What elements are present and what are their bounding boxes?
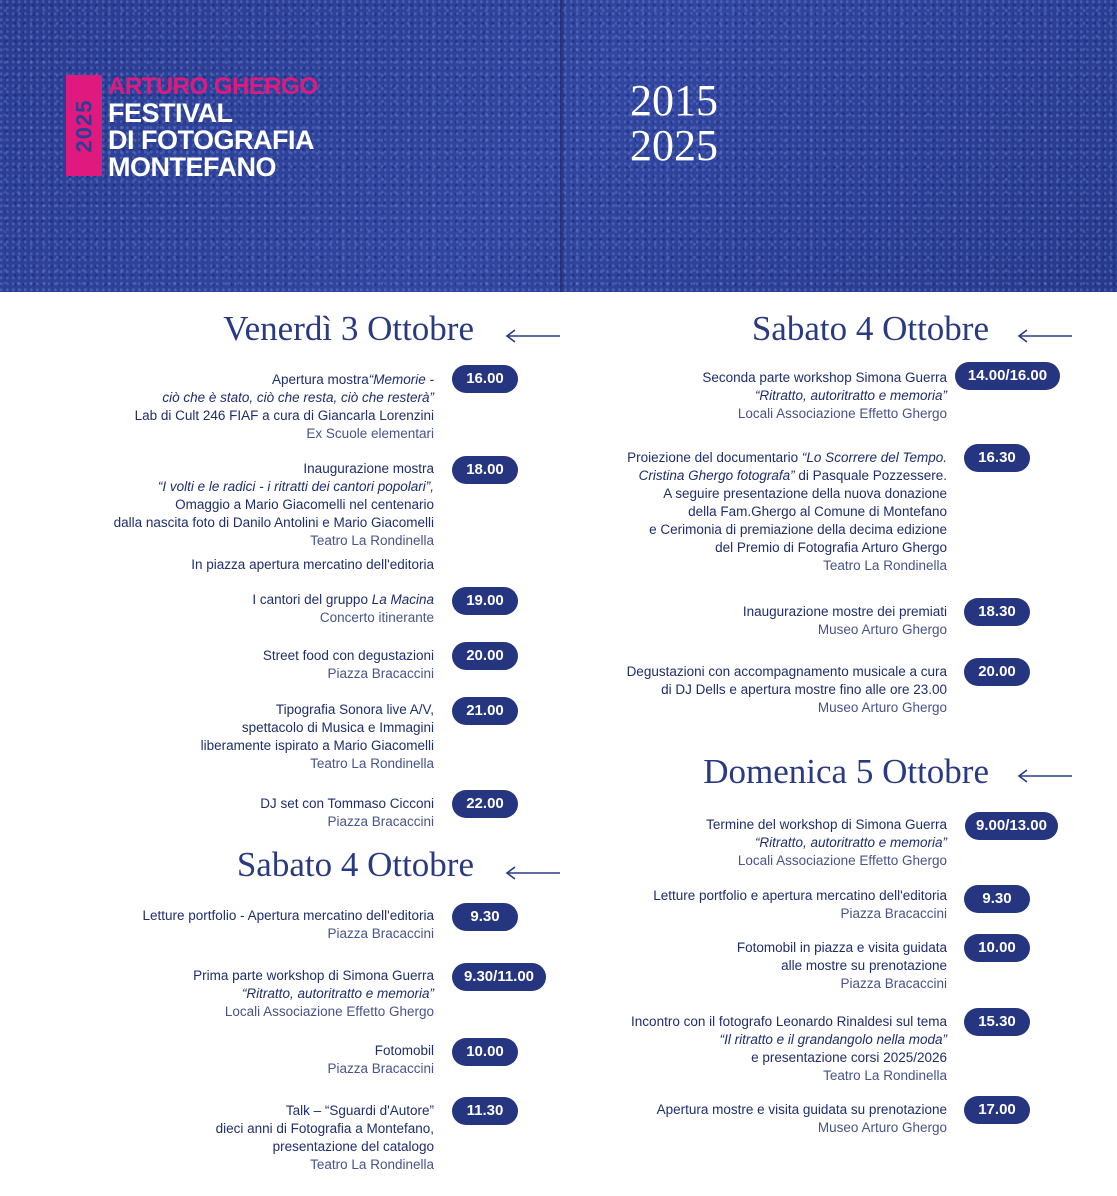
time-badge: 21.00: [452, 697, 518, 725]
day-heading-friday: Venerdì 3 Ottobre: [223, 309, 474, 348]
left-arrow-icon: [1017, 769, 1073, 783]
logo-festival: FESTIVAL: [108, 98, 233, 128]
festival-logo: [108, 74, 318, 181]
event-friday-7: DJ set con Tommaso Cicconi Piazza Bracaccini: [260, 796, 434, 829]
time-badge: 20.00: [452, 642, 518, 670]
event-sunday-2: Letture portfolio e apertura mercatino dell'editoria Piazza Bracaccini: [653, 888, 947, 921]
event-sunday-3: Fotomobil in piazza e visita guidata alle mostre su prenotazione Piazza Bracaccini: [736, 940, 947, 991]
time-badge: 9.30: [452, 903, 518, 931]
left-arrow-icon: [505, 866, 561, 880]
event-saturday-right-4: Degustazioni con accompagnamento musicale a cura di DJ Dells e apertura mostre fino alle ore 23.00 Museo Arturo Ghergo: [626, 664, 947, 715]
event-friday-5: Street food con degustazioni Piazza Bracaccini: [262, 648, 434, 681]
time-badge: 9.30: [964, 885, 1030, 913]
event-saturday-right-3: Inaugurazione mostre dei premiati Museo Arturo Ghergo: [742, 604, 947, 637]
logo-vertical-text: 2025: [71, 99, 97, 152]
day-heading-saturday-right: Sabato 4 Ottobre: [751, 309, 989, 348]
event-friday-6: Tipografia Sonora live A/V, spettacolo di Musica e Immagini liberamente ispirato a Mario Giacomelli Teatro La Rondinella: [200, 702, 434, 771]
year-from: 2015: [630, 76, 718, 125]
logo-vertical-year: [66, 75, 102, 176]
logo-name: ARTURO GHERGO: [108, 73, 318, 100]
event-saturday-left-3: Fotomobil Piazza Bracaccini: [327, 1043, 434, 1076]
time-badge: 11.30: [452, 1097, 518, 1125]
event-sunday-5: Apertura mostre e visita guidata su prenotazione Museo Arturo Ghergo: [656, 1102, 947, 1135]
time-badge: 9.30/11.00: [452, 963, 546, 991]
time-badge: 16.30: [964, 444, 1030, 472]
time-badge: 15.30: [964, 1008, 1030, 1036]
day-heading-saturday-left: Sabato 4 Ottobre: [236, 845, 474, 884]
event-sunday-4: Incontro con il fotografo Leonardo Rinaldesi sul tema “Il ritratto e il grandangolo nella moda” e presentazione corsi 2025/2026 Teatro La Rondinella: [631, 1014, 947, 1083]
edition-years: [630, 78, 718, 168]
banner-fold: [560, 0, 566, 292]
time-badge: 16.00: [452, 365, 518, 393]
day-heading-sunday: Domenica 5 Ottobre: [703, 752, 989, 791]
time-badge: 22.00: [452, 790, 518, 818]
event-saturday-right-2: Proiezione del documentario “Lo Scorrere del Tempo. Cristina Ghergo fotografa” di Pasquale Pozzessere. A seguire presentazione della nuova donazione della Fam.Ghergo al Comune di Montefano e Cerimonia di premiazione della decima edizione del Premio di Fotografia Arturo Ghergo Teatro La Rondinella: [627, 450, 947, 573]
time-badge: 17.00: [964, 1096, 1030, 1124]
time-badge: 10.00: [452, 1038, 518, 1066]
event-saturday-left-2: Prima parte workshop di Simona Guerra “Ritratto, autoritratto e memoria” Locali Associazione Effetto Ghergo: [193, 968, 434, 1019]
event-friday-3: In piazza apertura mercatino dell'editoria: [191, 557, 434, 572]
event-sunday-1: Termine del workshop di Simona Guerra “Ritratto, autoritratto e memoria” Locali Associazione Effetto Ghergo: [706, 817, 947, 868]
logo-fotografia: DI FOTOGRAFIA: [108, 125, 314, 155]
time-badge: 10.00: [964, 934, 1030, 962]
event-friday-4: I cantori del gruppo La Macina Concerto itinerante: [252, 592, 434, 625]
time-badge: 9.00/13.00: [965, 812, 1058, 840]
left-arrow-icon: [1017, 329, 1073, 343]
year-to: 2025: [630, 121, 718, 170]
logo-town: MONTEFANO: [108, 152, 276, 182]
left-arrow-icon: [505, 329, 561, 343]
event-saturday-left-4: Talk – “Sguardi d'Autore” dieci anni di Fotografia a Montefano, presentazione del catalogo Teatro La Rondinella: [215, 1103, 434, 1172]
time-badge: 14.00/16.00: [955, 362, 1060, 390]
event-saturday-right-1: Seconda parte workshop Simona Guerra “Ritratto, autoritratto e memoria” Locali Associazione Effetto Ghergo: [702, 370, 947, 421]
time-badge: 19.00: [452, 587, 518, 615]
time-badge: 18.30: [964, 598, 1030, 626]
time-badge: 20.00: [964, 658, 1030, 686]
time-badge: 18.00: [452, 456, 518, 484]
event-saturday-left-1: Letture portfolio - Apertura mercatino dell'editoria Piazza Bracaccini: [142, 908, 434, 941]
event-friday-1: Apertura mostra“Memorie - ciò che è stato, ciò che resta, ciò che resterà” Lab di Cult 246 FIAF a cura di Giancarla Lorenzini Ex Scuole elementari: [134, 372, 434, 441]
event-friday-2: Inaugurazione mostra “I volti e le radici - i ritratti dei cantori popolari”, Omaggio a Mario Giacomelli nel centenario dalla nascita foto di Danilo Antolini e Mario Giacomelli Teatro La Rondinella: [113, 461, 434, 548]
